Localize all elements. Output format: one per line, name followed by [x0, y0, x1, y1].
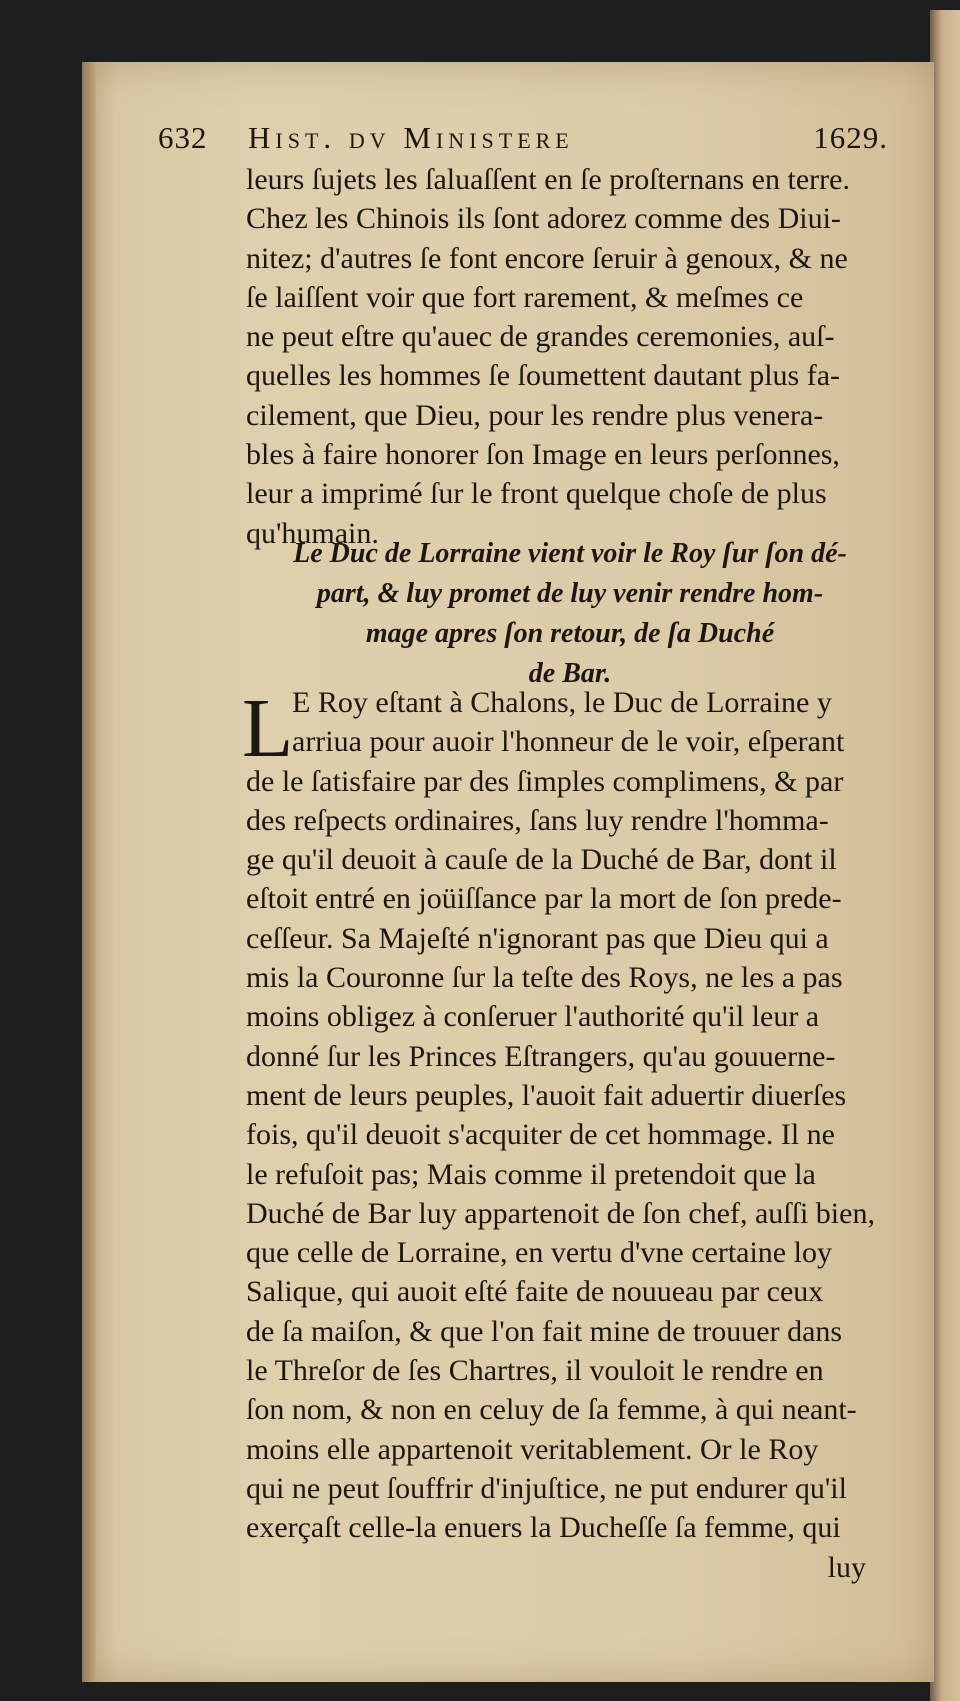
text-line: quelles les hommes ſe ſoumettent dautant plus fa- [246, 359, 841, 393]
text-line: donné ſur les Princes Eſtrangers, qu'au gouuerne- [246, 1039, 836, 1073]
facing-page-edge [930, 10, 960, 1701]
text-line: Duché de Bar luy appartenoit de ſon chef, auſſi bien, [246, 1196, 875, 1230]
text-line: de le ſatisfaire par des ſimples complimens, & par [246, 764, 844, 798]
paragraph-2 [246, 683, 886, 1587]
paragraph-1 [246, 160, 886, 553]
drop-cap: L [242, 682, 294, 775]
text-line: nitez; d'autres ſe font encore ſeruir à genoux, & ne [246, 241, 848, 275]
text-line: que celle de Lorraine, en vertu d'vne certaine loy [246, 1236, 832, 1270]
text-line: leurs ſujets les ſaluaſſent en ſe proſternans en terre. [246, 163, 850, 196]
text-line: luy [827, 1550, 866, 1584]
text-line: eſtoit entré en joüiſſance par la mort de ſon prede- [246, 882, 842, 916]
text-line: ge qu'il deuoit à cauſe de la Duché de Bar, dont il [246, 843, 837, 877]
text-line: qu'humain. [246, 516, 379, 550]
text-line: ceſſeur. Sa Majeſté n'ignorant pas que Dieu qui a [246, 921, 829, 955]
text-line: ſon nom, & non en celuy de ſa femme, à qui neant- [246, 1393, 857, 1427]
text-line: arriua pour auoir l'honneur de le voir, eſperant [292, 725, 845, 759]
text-line: ſe laiſſent voir que fort rarement, & meſmes ce [246, 280, 804, 314]
heading-line: mage apres ſon retour, de ſa Duché [365, 618, 775, 649]
text-line: exerçaſt celle-la enuers la Ducheſſe ſa femme, qui [246, 1511, 841, 1545]
text-line: des reſpects ordinaires, ſans luy rendre l'homma- [246, 803, 829, 837]
year-marker: 1629. [813, 120, 888, 155]
text-line: le refuſoit pas; Mais comme il pretendoit que la [246, 1157, 816, 1191]
text-line: le Threſor de ſes Chartres, il vouloit le rendre en [246, 1354, 824, 1388]
text-line: moins elle appartenoit veritablement. Or le Roy [246, 1432, 819, 1466]
text-line: mis la Couronne ſur la teſte des Roys, ne les a pas [246, 961, 843, 995]
text-line: Chez les Chinois ils ſont adorez comme des Diui- [246, 202, 841, 236]
heading-line: de Bar. [528, 658, 612, 689]
text-line: E Roy eſtant à Chalons, le Duc de Lorraine y [292, 686, 832, 719]
running-header [158, 120, 888, 158]
page-gutter [82, 62, 96, 1682]
text-line: moins obligez à conſeruer l'authorité qu'il leur a [246, 1000, 820, 1034]
text-line: Salique, qui auoit eſté faite de nouueau par ceux [246, 1275, 824, 1309]
heading-line: Le Duc de Lorraine vient voir le Roy ſur ſon dé- [293, 538, 847, 569]
text-line: bles à faire honorer ſon Image en leurs perſonnes, [246, 438, 840, 472]
text-line: ne peut eſtre qu'auec de grandes ceremonies, auſ- [246, 320, 835, 354]
page-number: 632 [158, 120, 208, 155]
text-line: fois, qu'il deuoit s'acquiter de cet hommage. Il ne [246, 1118, 835, 1152]
heading-line: part, & luy promet de luy venir rendre hom- [316, 578, 824, 609]
text-line: cilement, que Dieu, pour les rendre plus venera- [246, 398, 824, 432]
text-line: leur a imprimé ſur le front quelque choſe de plus [246, 477, 827, 511]
text-line: ment de leurs peuples, l'auoit fait aduertir diuerſes [246, 1078, 847, 1112]
text-line: qui ne peut ſouffrir d'injuſtice, ne put endurer qu'il [246, 1471, 847, 1505]
text-line: de ſa maiſon, & que l'on fait mine de trouuer dans [246, 1314, 843, 1348]
section-heading [250, 534, 890, 694]
running-title: Hist. dv Ministere [248, 120, 574, 155]
